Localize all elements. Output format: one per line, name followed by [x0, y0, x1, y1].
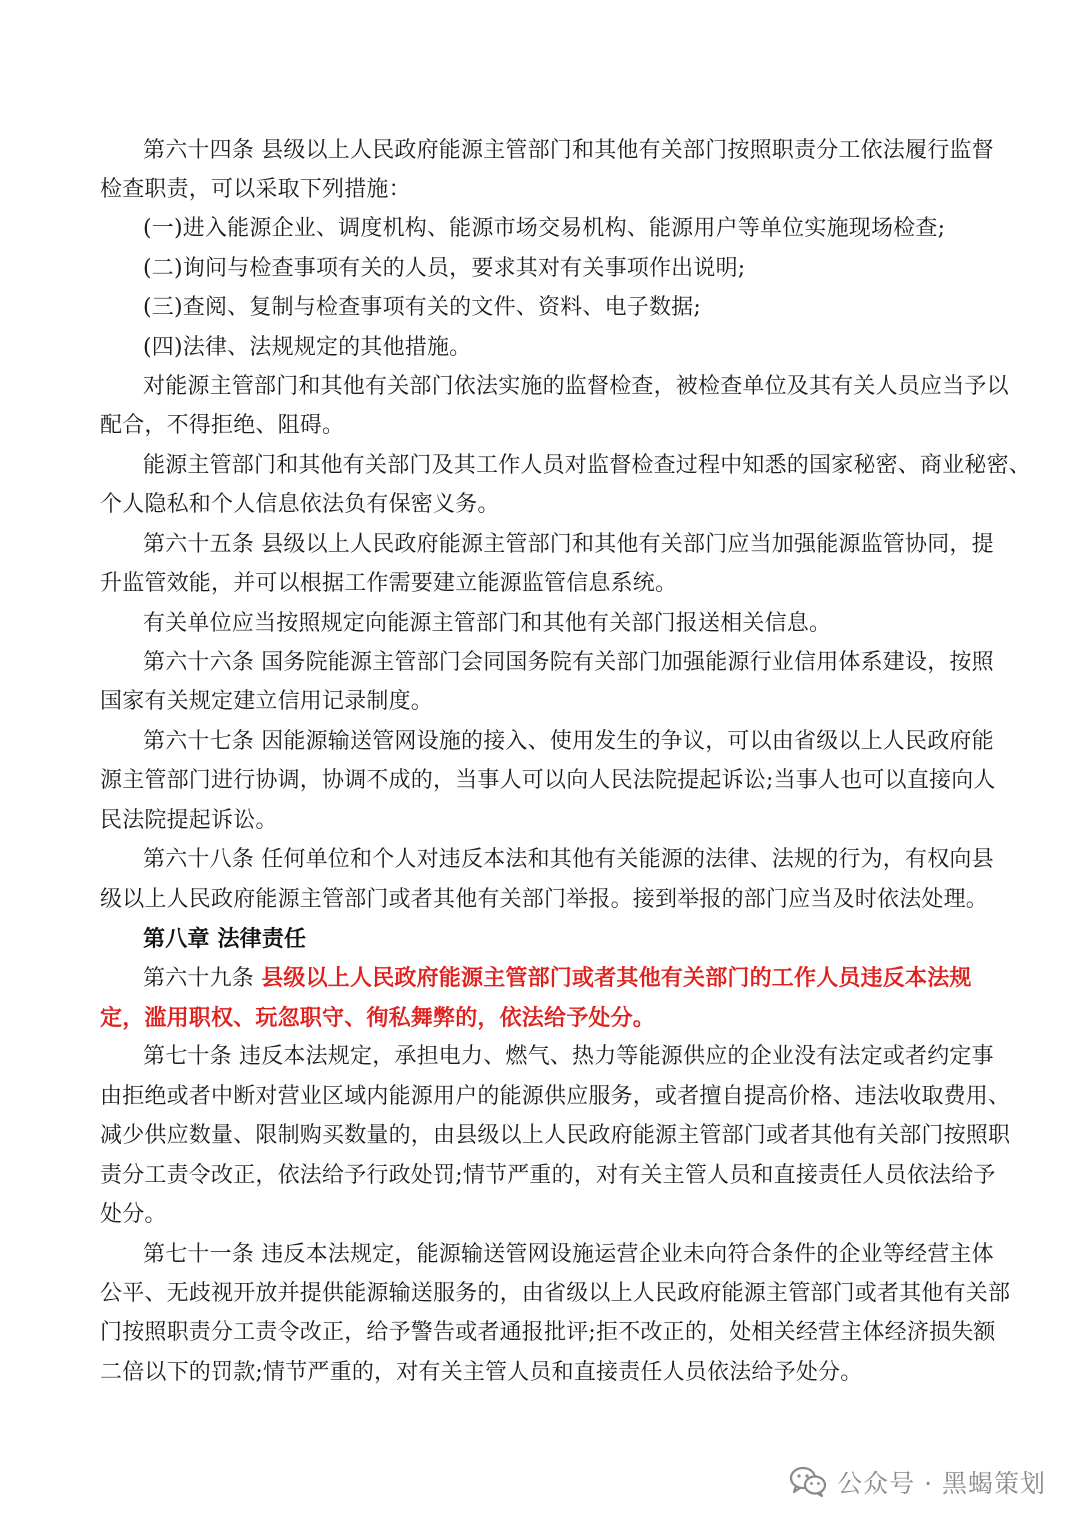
article-65-para2: 有关单位应当按照规定向能源主管部门和其他有关部门报送相关信息。 — [143, 611, 832, 636]
article-64-para3-line-2: 个人隐私和个人信息依法负有保密义务。 — [100, 492, 500, 517]
article-67-line-2: 源主管部门进行协调，协调不成的，当事人可以向人民法院提起诉讼;当事人也可以直接向人 — [100, 768, 996, 793]
watermark-text: 公众号 · 黑蝎策划 — [837, 1469, 1046, 1498]
article-68-line-2: 级以上人民政府能源主管部门或者其他有关部门举报。接到举报的部门应当及时依法处理。 — [100, 887, 989, 912]
article-64-item-2: (二)询问与检查事项有关的人员，要求其对有关事项作出说明; — [143, 256, 746, 281]
article-64-para3-line-1: 能源主管部门和其他有关部门及其工作人员对监督检查过程中知悉的国家秘密、商业秘密、 — [143, 453, 1032, 478]
watermark — [789, 1462, 1046, 1502]
article-71-line-3: 门按照职责分工责令改正，给予警告或者通报批评;拒不改正的，处相关经营主体经济损失额 — [100, 1320, 996, 1345]
article-66-line-1: 第六十六条 国务院能源主管部门会同国务院有关部门加强能源行业信用体系建设，按照 — [143, 650, 994, 675]
article-64-para2-line-1: 对能源主管部门和其他有关部门依法实施的监督检查，被检查单位及其有关人员应当予以 — [143, 374, 1009, 399]
article-64-para2-line-2: 配合，不得拒绝、阻碍。 — [100, 413, 345, 438]
article-66-line-2: 国家有关规定建立信用记录制度。 — [100, 689, 434, 714]
article-67-line-3: 民法院提起诉讼。 — [100, 808, 278, 833]
article-71-line-1: 第七十一条 违反本法规定，能源输送管网设施运营企业未向符合条件的企业等经营主体 — [143, 1242, 994, 1267]
article-70-line-5: 处分。 — [100, 1202, 167, 1227]
article-64-item-4: (四)法律、法规规定的其他措施。 — [143, 335, 472, 360]
article-64-line-1: 第六十四条 县级以上人民政府能源主管部门和其他有关部门按照职责分工依法履行监督 — [143, 138, 994, 163]
article-69-highlight-2: 定，滥用职权、玩忽职守、徇私舞弊的，依法给予处分。 — [100, 1005, 656, 1031]
chapter-heading: 第八章 法律责任 — [143, 926, 307, 952]
article-67-line-1: 第六十七条 因能源输送管网设施的接入、使用发生的争议，可以由省级以上人民政府能 — [143, 729, 994, 754]
article-64-item-3: (三)查阅、复制与检查事项有关的文件、资料、电子数据; — [143, 295, 701, 320]
article-65-line-1: 第六十五条 县级以上人民政府能源主管部门和其他有关部门应当加强能源监管协同，提 — [143, 532, 994, 557]
article-70-line-3: 减少供应数量、限制购买数量的，由县级以上人民政府能源主管部门或者其他有关部门按照职 — [100, 1123, 1011, 1148]
article-64-line-2: 检查职责，可以采取下列措施： — [100, 177, 411, 202]
article-71-line-2: 公平、无歧视开放并提供能源输送服务的，由省级以上人民政府能源主管部门或者其他有关部 — [100, 1281, 1011, 1306]
article-71-line-4: 二倍以下的罚款;情节严重的，对有关主管人员和直接责任人员依法给予处分。 — [100, 1360, 863, 1385]
article-70-line-4: 责分工责令改正，依法给予行政处罚;情节严重的，对有关主管人员和直接责任人员依法给予 — [100, 1163, 996, 1188]
article-69-highlight-1: 县级以上人民政府能源主管部门或者其他有关部门的工作人员违反本法规 — [261, 965, 972, 991]
article-70-line-2: 由拒绝或者中断对营业区域内能源用户的能源供应服务，或者擅自提高价格、违法收取费用、 — [100, 1084, 1011, 1109]
article-65-line-2: 升监管效能，并可以根据工作需要建立能源监管信息系统。 — [100, 571, 678, 596]
article-70-line-1: 第七十条 违反本法规定，承担电力、燃气、热力等能源供应的企业没有法定或者约定事 — [143, 1044, 994, 1069]
article-64-item-1: (一)进入能源企业、调度机构、能源市场交易机构、能源用户等单位实施现场检查; — [143, 216, 946, 241]
article-69-label: 第六十九条 — [143, 966, 262, 991]
wechat-icon — [789, 1466, 827, 1498]
article-69-line-1 — [143, 963, 972, 994]
article-68-line-1: 第六十八条 任何单位和个人对违反本法和其他有关能源的法律、法规的行为，有权向县 — [143, 847, 994, 872]
